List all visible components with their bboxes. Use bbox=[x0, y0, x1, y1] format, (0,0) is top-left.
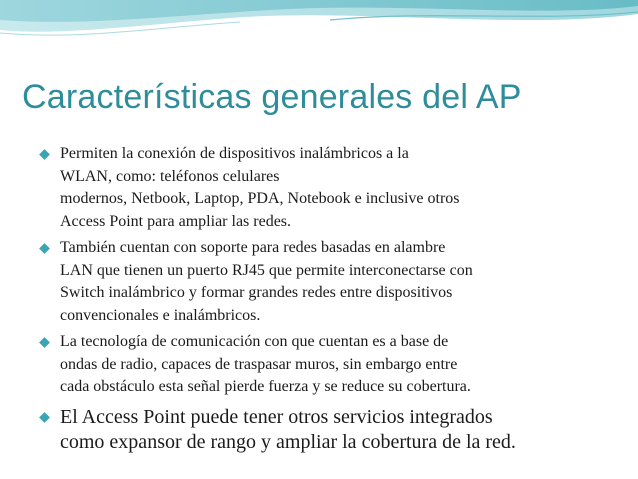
bullet-item bbox=[40, 143, 610, 233]
bullet-text-line: Access Point para ampliar las redes. bbox=[60, 212, 292, 230]
bullet-diamond-icon bbox=[40, 413, 49, 422]
header-wave-decoration bbox=[0, 0, 638, 60]
slide-title: Características generales del AP bbox=[22, 78, 522, 116]
bullet-diamond-icon bbox=[40, 338, 49, 347]
bullet-text-line: El Access Point puede tener otros servicios integrados bbox=[60, 405, 493, 428]
bullet-text-line: convencionales e inalámbricos. bbox=[60, 306, 261, 324]
bullet-diamond-icon bbox=[40, 150, 49, 159]
bullet-text-line: modernos, Netbook, Laptop, PDA, Notebook e inclusive otros bbox=[60, 190, 460, 207]
bullet-text-line: ondas de radio, capaces de traspasar muros, sin embargo entre bbox=[60, 355, 458, 373]
bullet-text-line: WLAN, como: teléfonos celulares bbox=[60, 167, 280, 185]
bullet-item bbox=[40, 405, 610, 455]
bullet-text-line: LAN que tienen un puerto RJ45 que permite interconectarse con bbox=[60, 261, 473, 279]
bullet-text-line: Permiten la conexión de dispositivos inalámbricos a la bbox=[60, 145, 409, 162]
bullet-text-line: También cuentan con soporte para redes basadas en alambre bbox=[60, 239, 446, 256]
bullet-text-line: La tecnología de comunicación con que cuentan es a base de bbox=[60, 333, 449, 350]
bullet-item bbox=[40, 331, 610, 399]
bullet-text-line: Switch inalámbrico y formar grandes redes entre dispositivos bbox=[60, 284, 453, 301]
bullet-text-line: cada obstáculo esta señal pierde fuerza y se reduce su cobertura. bbox=[60, 378, 471, 395]
bullet-diamond-icon bbox=[40, 244, 49, 253]
bullet-text-line: como expansor de rango y ampliar la cobertura de la red. bbox=[60, 430, 516, 453]
bullet-list bbox=[40, 143, 610, 455]
bullet-item bbox=[40, 237, 610, 327]
